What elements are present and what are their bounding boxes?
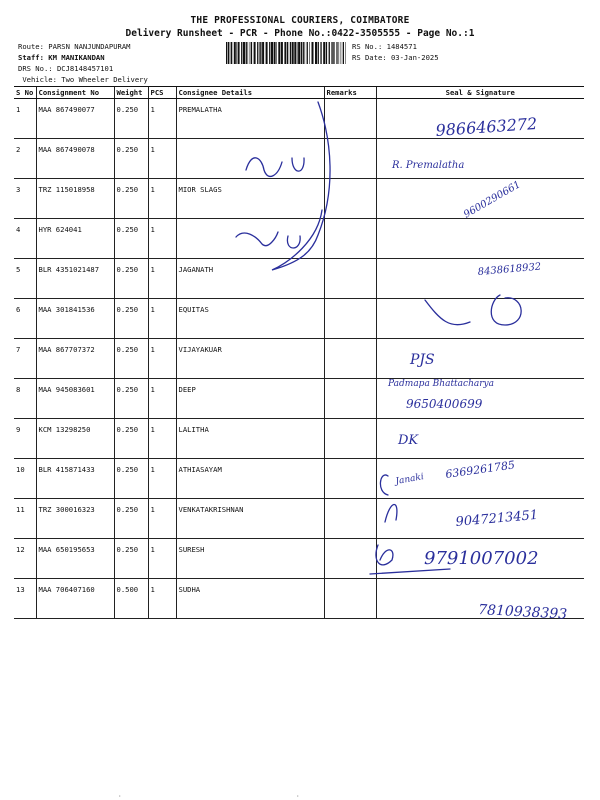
cell-consignee: VENKATAKRISHNAN [176,499,324,539]
barcode-bar [251,42,252,64]
rs-no-value: 1484571 [386,42,417,51]
barcode-bar [278,42,280,64]
table-row [14,259,584,299]
runsheet-meta-left [18,41,148,85]
barcode-bar [331,42,332,64]
cell-sno: 12 [14,539,36,579]
barcode-bar [248,42,249,64]
cell-remarks [324,459,376,499]
barcode-bar [250,42,251,64]
barcode-bar [231,42,232,64]
cell-pcs: 1 [148,259,176,299]
cell-seal [376,299,584,339]
cell-consignment: KCM 13298250 [36,419,114,459]
handwritten-phone-row12: 9791007002 [424,548,539,569]
cell-consignee: EQUITAS [176,299,324,339]
cell-consignee: MIOR SLAGS [176,179,324,219]
cell-consignment: MAA 945083601 [36,379,114,419]
runsheet-table [14,86,584,619]
cell-consignee [176,139,324,179]
barcode-bar [290,42,291,64]
barcode-bar [262,42,264,64]
barcode-bar [287,42,288,64]
cell-remarks [324,579,376,619]
column-header-remarks: Remarks [324,87,376,99]
table-row [14,419,584,459]
cell-pcs: 1 [148,179,176,219]
cell-remarks [324,299,376,339]
barcode-bar [320,42,321,64]
cell-seal [376,419,584,459]
cell-weight: 0.250 [114,379,148,419]
column-header-sno: S No [14,87,36,99]
table-row [14,499,584,539]
cell-pcs: 1 [148,99,176,139]
barcode-bar [230,42,231,64]
barcode-bar [243,42,245,64]
barcode [226,42,346,64]
barcode-bar [294,42,296,64]
cell-sno: 1 [14,99,36,139]
table-header-row [14,87,584,99]
cell-consignment: MAA 301841536 [36,299,114,339]
handwritten-phone-row13: 7810938393 [477,602,568,623]
cell-sno: 6 [14,299,36,339]
vehicle-label: Vehicle: [22,75,57,84]
cell-consignment: MAA 867707372 [36,339,114,379]
cell-remarks [324,259,376,299]
barcode-bar [343,42,344,64]
handwritten-name-row2: R. Premalatha [392,160,465,171]
barcode-bar [307,42,308,64]
table-row [14,139,584,179]
cell-pcs: 1 [148,419,176,459]
cell-weight: 0.250 [114,499,148,539]
barcode-bar [269,42,270,64]
handwritten-phone-row11: 9047213451 [455,507,539,530]
cell-remarks [324,139,376,179]
cell-pcs: 1 [148,459,176,499]
cell-sno: 13 [14,579,36,619]
cell-sno: 9 [14,419,36,459]
barcode-bar [259,42,260,64]
cell-seal [376,499,584,539]
cell-weight: 0.250 [114,339,148,379]
barcode-bar [329,42,330,64]
cell-consignee: PREMALATHA [176,99,324,139]
cell-weight: 0.250 [114,179,148,219]
barcode-bar [323,42,325,64]
barcode-bar [292,42,294,64]
cell-consignee: ATHIASAYAM [176,459,324,499]
barcode-bar [301,42,302,64]
barcode-bar [260,42,261,64]
handwritten-phone-row1: 9866463272 [434,113,538,140]
column-header-consignment: Consignment No [36,87,114,99]
cell-seal [376,99,584,139]
runsheet-subtitle: Delivery Runsheet - PCR - Phone No.:0422-3505555 - Page No.:1 [125,28,475,39]
cell-seal [376,379,584,419]
cell-consignee [176,219,324,259]
runsheet-meta-right [352,41,439,63]
cell-pcs: 1 [148,139,176,179]
column-header-consignee: Consignee Details [176,87,324,99]
cell-consignment: MAA 650195653 [36,539,114,579]
barcode-bar [241,42,242,64]
cell-consignment: HYR 624041 [36,219,114,259]
cell-seal [376,259,584,299]
cell-weight: 0.250 [114,419,148,459]
cell-sno: 3 [14,179,36,219]
table-row [14,339,584,379]
table-row [14,299,584,339]
cell-sno: 2 [14,139,36,179]
cell-pcs: 1 [148,579,176,619]
cell-sno: 4 [14,219,36,259]
cell-weight: 0.250 [114,139,148,179]
barcode-bar [312,42,314,64]
cell-weight: 0.250 [114,459,148,499]
table-row [14,219,584,259]
cell-sno: 10 [14,459,36,499]
barcode-bar [246,42,247,64]
staff-value: KM MANIKANDAN [48,53,105,62]
barcode-bar [238,42,240,64]
cell-pcs: 1 [148,499,176,539]
barcode-bar [336,42,337,64]
cell-remarks [324,539,376,579]
cell-pcs: 1 [148,219,176,259]
drs-label: DRS No.: [18,64,53,73]
barcode-bar [271,42,273,64]
handwritten-initials-row7: PJS [410,352,435,368]
table-row [14,179,584,219]
table-row [14,459,584,499]
barcode-bar [339,42,340,64]
barcode-bar [341,42,342,64]
cell-consignment: TRZ 115018958 [36,179,114,219]
barcode-bar [228,42,229,64]
rs-date-value: 03-Jan-2025 [390,53,439,62]
cell-pcs: 1 [148,299,176,339]
handwritten-phone-row8: 9650400699 [406,397,483,411]
handwritten-phone-row5: 8438618932 [477,261,542,278]
barcode-bar [297,42,298,64]
barcode-bar [234,42,236,64]
table-row [14,539,584,579]
cell-seal [376,459,584,499]
route-label: Route: [18,42,44,51]
cell-remarks [324,419,376,459]
cell-pcs: 1 [148,339,176,379]
cell-remarks [324,99,376,139]
staff-label: Staff: [18,53,44,62]
route-value: PARSN NANJUNDAPURAM [48,42,131,51]
barcode-bar [298,42,300,64]
column-header-weight: Weight [114,87,148,99]
barcode-bar [309,42,310,64]
cell-remarks [324,499,376,539]
table-row [14,579,584,619]
barcode-bar [284,42,286,64]
cell-consignee: SURESH [176,539,324,579]
cell-consignment: MAA 867490078 [36,139,114,179]
barcode-bar [281,42,283,64]
footer-mark-left: · [118,793,122,800]
cell-sno: 8 [14,379,36,419]
cell-consignment: TRZ 300016323 [36,499,114,539]
cell-sno: 11 [14,499,36,539]
cell-consignment: BLR 415871433 [36,459,114,499]
barcode-bar [257,42,258,64]
cell-consignee: LALITHA [176,419,324,459]
barcode-bar [326,42,327,64]
column-header-seal: Seal & Signature [376,87,584,99]
barcode-bar [318,42,319,64]
cell-seal [376,139,584,179]
cell-remarks [324,339,376,379]
footer-mark-mid: · [296,793,300,800]
barcode-bar [274,42,276,64]
cell-weight: 0.250 [114,219,148,259]
cell-weight: 0.250 [114,99,148,139]
cell-seal [376,179,584,219]
cell-consignment: BLR 4351021487 [36,259,114,299]
barcode-bar [337,42,338,64]
cell-remarks [324,179,376,219]
cell-sno: 7 [14,339,36,379]
rs-date-label: RS Date: [352,53,387,62]
barcode-bar [333,42,334,64]
vehicle-value: Two Wheeler Delivery [61,75,148,84]
barcode-bar [303,42,304,64]
barcode-bar [254,42,256,64]
cell-consignee: JAGANATH [176,259,324,299]
company-title: THE PROFESSIONAL COURIERS, COIMBATORE [190,15,410,26]
barcode-bar [226,42,227,64]
cell-weight: 0.250 [114,259,148,299]
barcode-bar [236,42,237,64]
cell-weight: 0.500 [114,579,148,619]
cell-weight: 0.250 [114,299,148,339]
handwritten-name-row8: Padmapa Bhattacharya [388,379,494,389]
cell-consignee: VIJAYAKUAR [176,339,324,379]
drs-value: DCJ8148457101 [56,64,114,73]
cell-weight: 0.250 [114,539,148,579]
handwritten-name-row10: Janaki [394,472,425,487]
cell-consignment: MAA 706407160 [36,579,114,619]
barcode-bar [315,42,317,64]
barcode-bar [346,42,347,64]
barcode-bar [266,42,268,64]
cell-consignee: SUDHA [176,579,324,619]
cell-seal [376,579,584,619]
table-row [14,379,584,419]
handwritten-phone-row3: 9600290661 [462,179,523,221]
column-header-pcs: PCS [148,87,176,99]
cell-seal [376,339,584,379]
barcode-bar [276,42,277,64]
barcode-bar [305,42,306,64]
cell-consignee: DEEP [176,379,324,419]
cell-consignment: MAA 867490077 [36,99,114,139]
cell-seal [376,539,584,579]
cell-pcs: 1 [148,379,176,419]
handwritten-phone-row10: 6369261785 [444,458,516,481]
handwritten-initials-row9: DK [398,433,419,448]
cell-pcs: 1 [148,539,176,579]
rs-no-label: RS No.: [352,42,383,51]
cell-seal [376,219,584,259]
table-row [14,99,584,139]
cell-remarks [324,219,376,259]
cell-sno: 5 [14,259,36,299]
cell-remarks [324,379,376,419]
